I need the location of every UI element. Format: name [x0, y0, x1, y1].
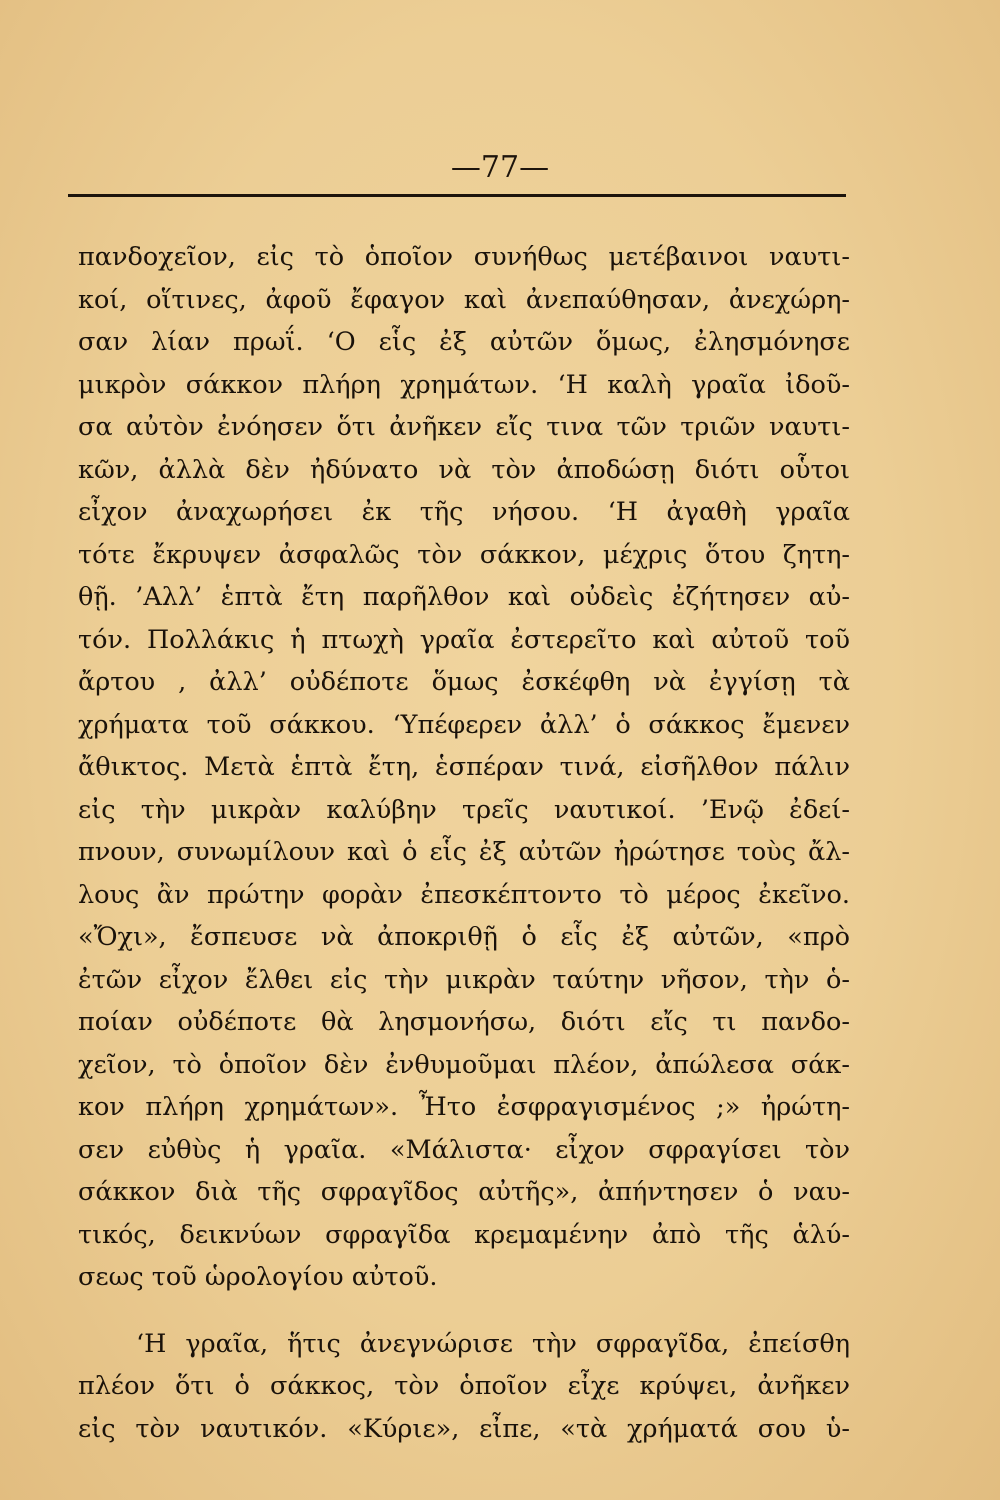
text-line: εἶχον ἀναχωρήσει ἐκ τῆς νήσου. ‘Η ἀγαθὴ γραῖα: [78, 497, 850, 527]
text-line: εἰς τὸν ναυτικόν. «Κύριε», εἶπε, «τὰ χρήματά σου ὑ-: [78, 1413, 850, 1444]
text-line: σεως τοῦ ὡρολογίου αὐτοῦ.: [78, 1262, 438, 1292]
text-line: σαν λίαν πρωΐ. ‘Ο εἷς ἐξ αὐτῶν ὅμως, ἐλησμόνησε: [78, 327, 850, 357]
text-line: ἄθικτος. Μετὰ ἑπτὰ ἔτη, ἑσπέραν τινά, εἰσῆλθον πάλιν: [78, 752, 850, 782]
text-line: κῶν, ἀλλὰ δὲν ἠδύνατο νὰ τὸν ἀποδώσῃ διότι οὗτοι: [78, 454, 850, 485]
paragraph-1: [78, 236, 850, 1299]
header-rule: [68, 194, 846, 197]
text-line: κοί, οἵτινες, ἀφοῦ ἔφαγον καὶ ἀνεπαύθησαν, ἀνεχώρη-: [78, 284, 850, 315]
text-line: ποίαν οὐδέποτε θὰ λησμονήσω, διότι εἴς τι πανδο-: [78, 1007, 850, 1037]
text-line: τικός, δεικνύων σφραγῖδα κρεμαμένην ἀπὸ τῆς ἁλύ-: [78, 1219, 850, 1250]
paragraph-spacer: [78, 1299, 850, 1323]
text-line: πνουν, συνωμίλουν καὶ ὁ εἷς ἐξ αὐτῶν ἠρώτησε τοὺς ἄλ-: [78, 837, 850, 867]
text-line: σεν εὐθὺς ἡ γραῖα. «Μάλιστα· εἶχον σφραγίσει τὸν: [78, 1134, 850, 1165]
text-line: πλέον ὅτι ὁ σάκκος, τὸν ὁποῖον εἶχε κρύψει, ἀνῆκεν: [78, 1371, 850, 1401]
text-line: χεῖον, τὸ ὁποῖον δὲν ἐνθυμοῦμαι πλέον, ἀπώλεσα σάκ-: [78, 1049, 850, 1080]
text-line: πανδοχεῖον, εἰς τὸ ὁποῖον συνήθως μετέβαινοι ναυτι-: [78, 242, 850, 272]
text-line: λους ἂν πρώτην φορὰν ἐπεσκέπτοντο τὸ μέρος ἐκεῖνο.: [78, 879, 850, 910]
text-line: κον πλήρη χρημάτων». Ἦτο ἐσφραγισμένος ;» ἠρώτη-: [78, 1092, 850, 1122]
paragraph-2: [78, 1323, 850, 1451]
text-line: τόν. Πολλάκις ἡ πτωχὴ γραῖα ἐστερεῖτο καὶ αὐτοῦ τοῦ: [78, 624, 850, 655]
text-line: σάκκον διὰ τῆς σφραγῖδος αὐτῆς», ἀπήντησεν ὁ ναυ-: [78, 1177, 850, 1207]
text-line: ἐτῶν εἶχον ἔλθει εἰς τὴν μικρὰν ταύτην νῆσον, τὴν ὁ-: [78, 964, 850, 995]
text-line: «Ὄχι», ἔσπευσε νὰ ἀποκριθῇ ὁ εἷς ἐξ αὐτῶν, «πρὸ: [78, 922, 850, 952]
text-line: ἄρτου , ἀλλ’ οὐδέποτε ὅμως ἐσκέφθη νὰ ἐγγίσῃ τὰ: [78, 667, 850, 697]
text-line: εἰς τὴν μικρὰν καλύβην τρεῖς ναυτικοί. ’Ενῷ ἐδεί-: [78, 794, 850, 825]
text-line: τότε ἔκρυψεν ἀσφαλῶς τὸν σάκκον, μέχρις ὅτου ζητη-: [78, 539, 850, 570]
text-line: θῇ. ’Αλλ’ ἑπτὰ ἔτη παρῆλθον καὶ οὐδεὶς ἐζήτησεν αὐ-: [78, 582, 850, 612]
text-line: ‘Η γραῖα, ἥτις ἀνεγνώρισε τὴν σφραγῖδα, ἐπείσθη: [136, 1328, 850, 1359]
page-number: —77—: [450, 150, 550, 185]
body-text: [78, 236, 850, 1450]
text-line: σα αὐτὸν ἐνόησεν ὅτι ἀνῆκεν εἴς τινα τῶν τριῶν ναυτι-: [78, 412, 850, 442]
text-line: μικρὸν σάκκον πλήρη χρημάτων. ‘Η καλὴ γραῖα ἰδοῦ-: [78, 369, 850, 400]
text-line: χρήματα τοῦ σάκκου. ‘Υπέφερεν ἀλλ’ ὁ σάκκος ἔμενεν: [78, 709, 850, 740]
